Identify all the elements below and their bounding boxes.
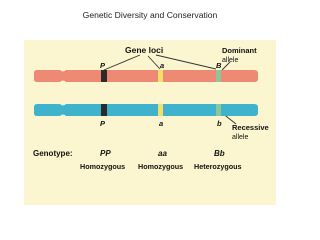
pointer-locus-p [104, 55, 140, 70]
genotype-label: Genotype: [33, 149, 73, 158]
recessive-allele-label: allele [232, 134, 249, 141]
gene-loci-label: Gene loci [125, 45, 164, 55]
pointer-locus-a [148, 56, 160, 69]
recessive-label: Recessive [232, 123, 269, 132]
bottom-band-p [101, 104, 107, 116]
dominant-allele-label: allele [222, 57, 239, 64]
zygosity-heterozygous: Heterozygous [194, 162, 242, 171]
pointer-locus-b [156, 55, 216, 69]
dominant-label: Dominant [222, 46, 257, 55]
top-allele-p: P [100, 61, 106, 70]
bottom-allele-a: a [159, 119, 164, 128]
top-chromosome-body [34, 70, 258, 82]
bottom-chromosome [34, 104, 258, 116]
top-band-b [216, 70, 221, 82]
bottom-allele-b: b [217, 119, 222, 128]
top-band-p [101, 70, 107, 82]
bottom-band-a [158, 104, 163, 116]
genotype-pp: PP [100, 149, 111, 158]
bottom-chromosome-body [34, 104, 258, 116]
zygosity-homozygous-1: Homozygous [80, 162, 126, 171]
zygosity-homozygous-2: Homozygous [138, 162, 184, 171]
bottom-band-b [216, 104, 221, 116]
bottom-allele-p: P [100, 119, 106, 128]
top-band-a [158, 70, 163, 82]
genotype-aa: aa [158, 149, 167, 158]
top-allele-b: B [216, 61, 222, 70]
top-allele-a: a [160, 61, 165, 70]
top-chromosome [34, 70, 258, 82]
genotype-bb: Bb [214, 149, 225, 158]
slide-title: Genetic Diversity and Conservation [82, 10, 218, 20]
